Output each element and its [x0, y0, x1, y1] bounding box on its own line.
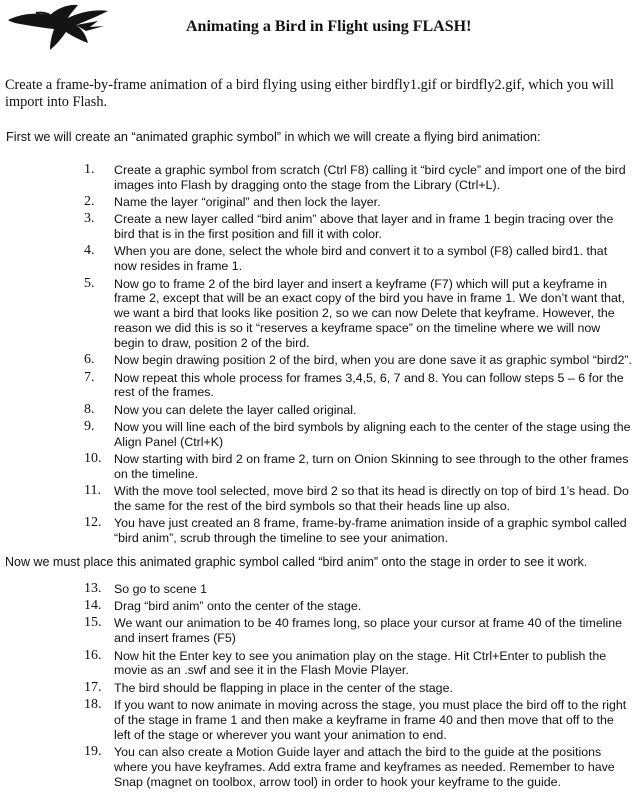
step-item	[84, 698, 632, 743]
step-text: You have just created an 8 frame, frame-by-frame animation inside of a graphic symbol called “bird anim”, scrub through the timeline to see your animation.	[114, 516, 627, 546]
step-number: 5.	[84, 275, 95, 291]
step-number: 7.	[84, 369, 95, 385]
step-number: 16.	[84, 647, 102, 663]
step-text: Now you will line each of the bird symbols by aligning each to the center of the stage using the Align Panel (Ctrl+K)	[114, 419, 631, 449]
step-item	[84, 195, 632, 210]
step-number: 8.	[84, 401, 95, 417]
step-item	[84, 371, 632, 401]
step-text: Create a graphic symbol from scratch (Ctrl F8) calling it “bird cycle” and import one of the bird images into Flash by dragging onto the stage from the Library (Ctrl+L).	[114, 163, 626, 192]
step-number: 11.	[84, 483, 101, 499]
step-text: If you want to now animate in moving across the stage, you must place the bird off to the right of the stage in frame 1 and then make a keyframe in frame 40 and then move that off to the left of the stage or wherever you want your animation to end.	[114, 697, 627, 742]
step-text: With the move tool selected, move bird 2 so that its head is directly on top of bird 1’s head. Do the same for the rest of the bird symbols so that their heads line up also.	[114, 484, 629, 513]
step-text: Now hit the Enter key to see you animation play on the stage. Hit Ctrl+Enter to publish the movie as an .swf and see it in the Flash Movie Player.	[114, 648, 607, 678]
step-text: We want our animation to be 40 frames long, so place your cursor at frame 40 of the timeline and insert frames (F5)	[114, 616, 623, 646]
step-text: Create a new layer called “bird anim” above that layer and in frame 1 begin tracing over the bird that is in the first position and fill it with color.	[114, 212, 614, 242]
steps-list-part1	[84, 163, 632, 548]
step-item	[84, 484, 632, 514]
step-item	[84, 516, 632, 546]
section-paragraph: Now we must place this animated graphic symbol called “bird anim” onto the stage in order to see it work.	[5, 555, 588, 569]
step-item	[84, 599, 632, 614]
step-item	[84, 403, 632, 418]
step-item	[84, 353, 632, 368]
step-text: Name the layer “original” and then lock the layer.	[114, 195, 381, 210]
step-number: 15.	[84, 615, 102, 631]
step-number: 1.	[84, 162, 95, 177]
step-text: Now starting with bird 2 on frame 2, turn on Onion Skinning to see through to the other frames on the timeline.	[114, 451, 629, 481]
step-item	[84, 163, 632, 193]
intro-paragraph: Create a frame-by-frame animation of a bird flying using either birdfly1.gif or birdfly2.gif, which you will import into Flash.	[5, 77, 615, 110]
step-number: 9.	[84, 418, 95, 434]
step-number: 13.	[84, 581, 102, 596]
step-number: 6.	[84, 352, 95, 368]
step-number: 17.	[84, 679, 102, 695]
step-number: 2.	[84, 194, 95, 210]
step-number: 3.	[84, 211, 95, 227]
page-title: Animating a Bird in Flight using FLASH!	[186, 18, 472, 35]
step-item	[84, 452, 632, 482]
step-item	[84, 582, 632, 597]
step-item	[84, 244, 632, 274]
step-item	[84, 649, 632, 679]
step-number: 10.	[84, 450, 102, 466]
step-text: When you are done, select the whole bird and convert it to a symbol (F8) called bird1. that now resides in frame 1.	[114, 244, 608, 274]
step-text: You can also create a Motion Guide layer and attach the bird to the guide at the positions where you have keyframes. Add extra frame and keyframes as needed. Remember to have Snap (magnet on toolbox, arrow tool) in order to hook your keyframe to the guide.	[114, 744, 615, 789]
step-text: Now begin drawing position 2 of the bird, when you are done save it as graphic symbol “bird2”.	[114, 353, 632, 368]
step-text: Now repeat this whole process for frames 3,4,5, 6, 7 and 8. You can follow steps 5 – 6 for the rest of the frames.	[114, 370, 624, 400]
steps-list-part2	[84, 582, 632, 792]
step-item	[84, 681, 632, 696]
step-text: Now you can delete the layer called original.	[114, 402, 357, 417]
bird-silhouette-icon	[6, 2, 110, 52]
step-item	[84, 616, 632, 646]
step-item	[84, 277, 632, 352]
step-text: Now go to frame 2 of the bird layer and insert a keyframe (F7) which will put a keyframe in frame 2, except that will be an exact copy of the bird you have in frame 1. We don’t want that, we want a bird that looks like position 2, so we can now Delete that keyframe. However, the reason we did this is so it “reserves a keyframe space” on the timeline where we will now begin to draw, position 2 of the bird.	[114, 276, 625, 351]
lead-paragraph: First we will create an “animated graphic symbol” in which we will create a flying bird animation:	[6, 130, 541, 144]
step-number: 12.	[84, 515, 102, 531]
step-text: Drag “bird anim” onto the center of the stage.	[114, 599, 362, 614]
step-text: So go to scene 1	[114, 582, 207, 596]
step-number: 18.	[84, 696, 102, 712]
step-text: The bird should be flapping in place in the center of the stage.	[114, 680, 453, 695]
step-item	[84, 420, 632, 450]
step-number: 19.	[84, 743, 102, 759]
step-item	[84, 745, 632, 790]
step-item	[84, 212, 632, 242]
step-number: 14.	[84, 598, 102, 614]
step-number: 4.	[84, 243, 95, 259]
